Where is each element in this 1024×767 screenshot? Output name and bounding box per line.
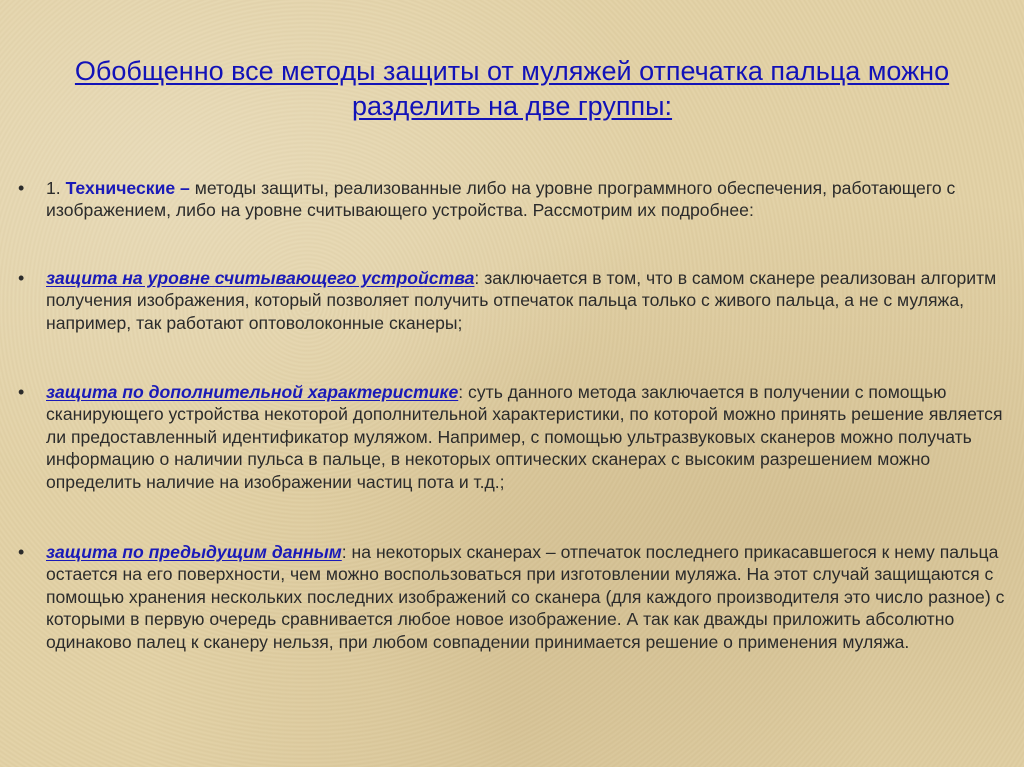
- item-description: методы защиты, реализованные либо на уровне программного обеспечения, работающего с изображением, либо на уровне считывающего устройства. Рассмотрим их подробнее:: [46, 178, 956, 221]
- bullet-marker: •: [18, 542, 25, 562]
- slide-title: Обобщенно все методы защиты от муляжей отпечатка пальца можно разделить на две группы:: [74, 56, 950, 121]
- item-description: : на некоторых сканерах – отпечаток последнего прикасавшегося к нему пальца остается на его поверхности, чем можно воспользоваться при изготовлении муляжа. На этот случай защищаются с помощью хранения нескольких последних изображений со сканера (для каждого производителя это число разное) с которыми в первую очередь сравнивается любое новое изображение. А так как дважды приложить абсолютно одинаково палец к сканеру нельзя, при любом совпадении принимается решение о применения муляжа.: [46, 542, 1005, 652]
- item-description: : суть данного метода заключается в получении с помощью сканирующего устройства некоторой дополнительной характеристики, по которой можно принять решение является ли предоставленный идентификатор муляжом. Например, с помощью ультразвуковых сканеров можно получать информацию о наличии пульса в пальце, в некоторых оптических сканерах с высоким разрешением можно определить наличие на изображении частиц пота и т.д.;: [46, 382, 1003, 492]
- list-item-text: [46, 381, 1014, 493]
- item-term: защита по предыдущим данным: [46, 542, 342, 562]
- item-term: защита на уровне считывающего устройства: [46, 268, 475, 288]
- bullet-marker: •: [18, 382, 25, 402]
- list-item-text: [46, 177, 1014, 222]
- list-item-text: [46, 541, 1014, 653]
- list-item-text: [46, 267, 1014, 334]
- item-description: : заключается в том, что в самом сканере реализован алгоритм получения изображения, который позволяет получить отпечаток пальца только с живого пальца, а не с муляжа, например, так работают оптоволоконные сканеры;: [46, 268, 997, 333]
- item-term: Технические –: [65, 178, 190, 198]
- item-term: защита по дополнительной характеристике: [46, 382, 459, 402]
- item-prefix: 1.: [46, 178, 66, 198]
- bullet-marker: •: [18, 178, 25, 198]
- bullet-marker: •: [18, 268, 25, 288]
